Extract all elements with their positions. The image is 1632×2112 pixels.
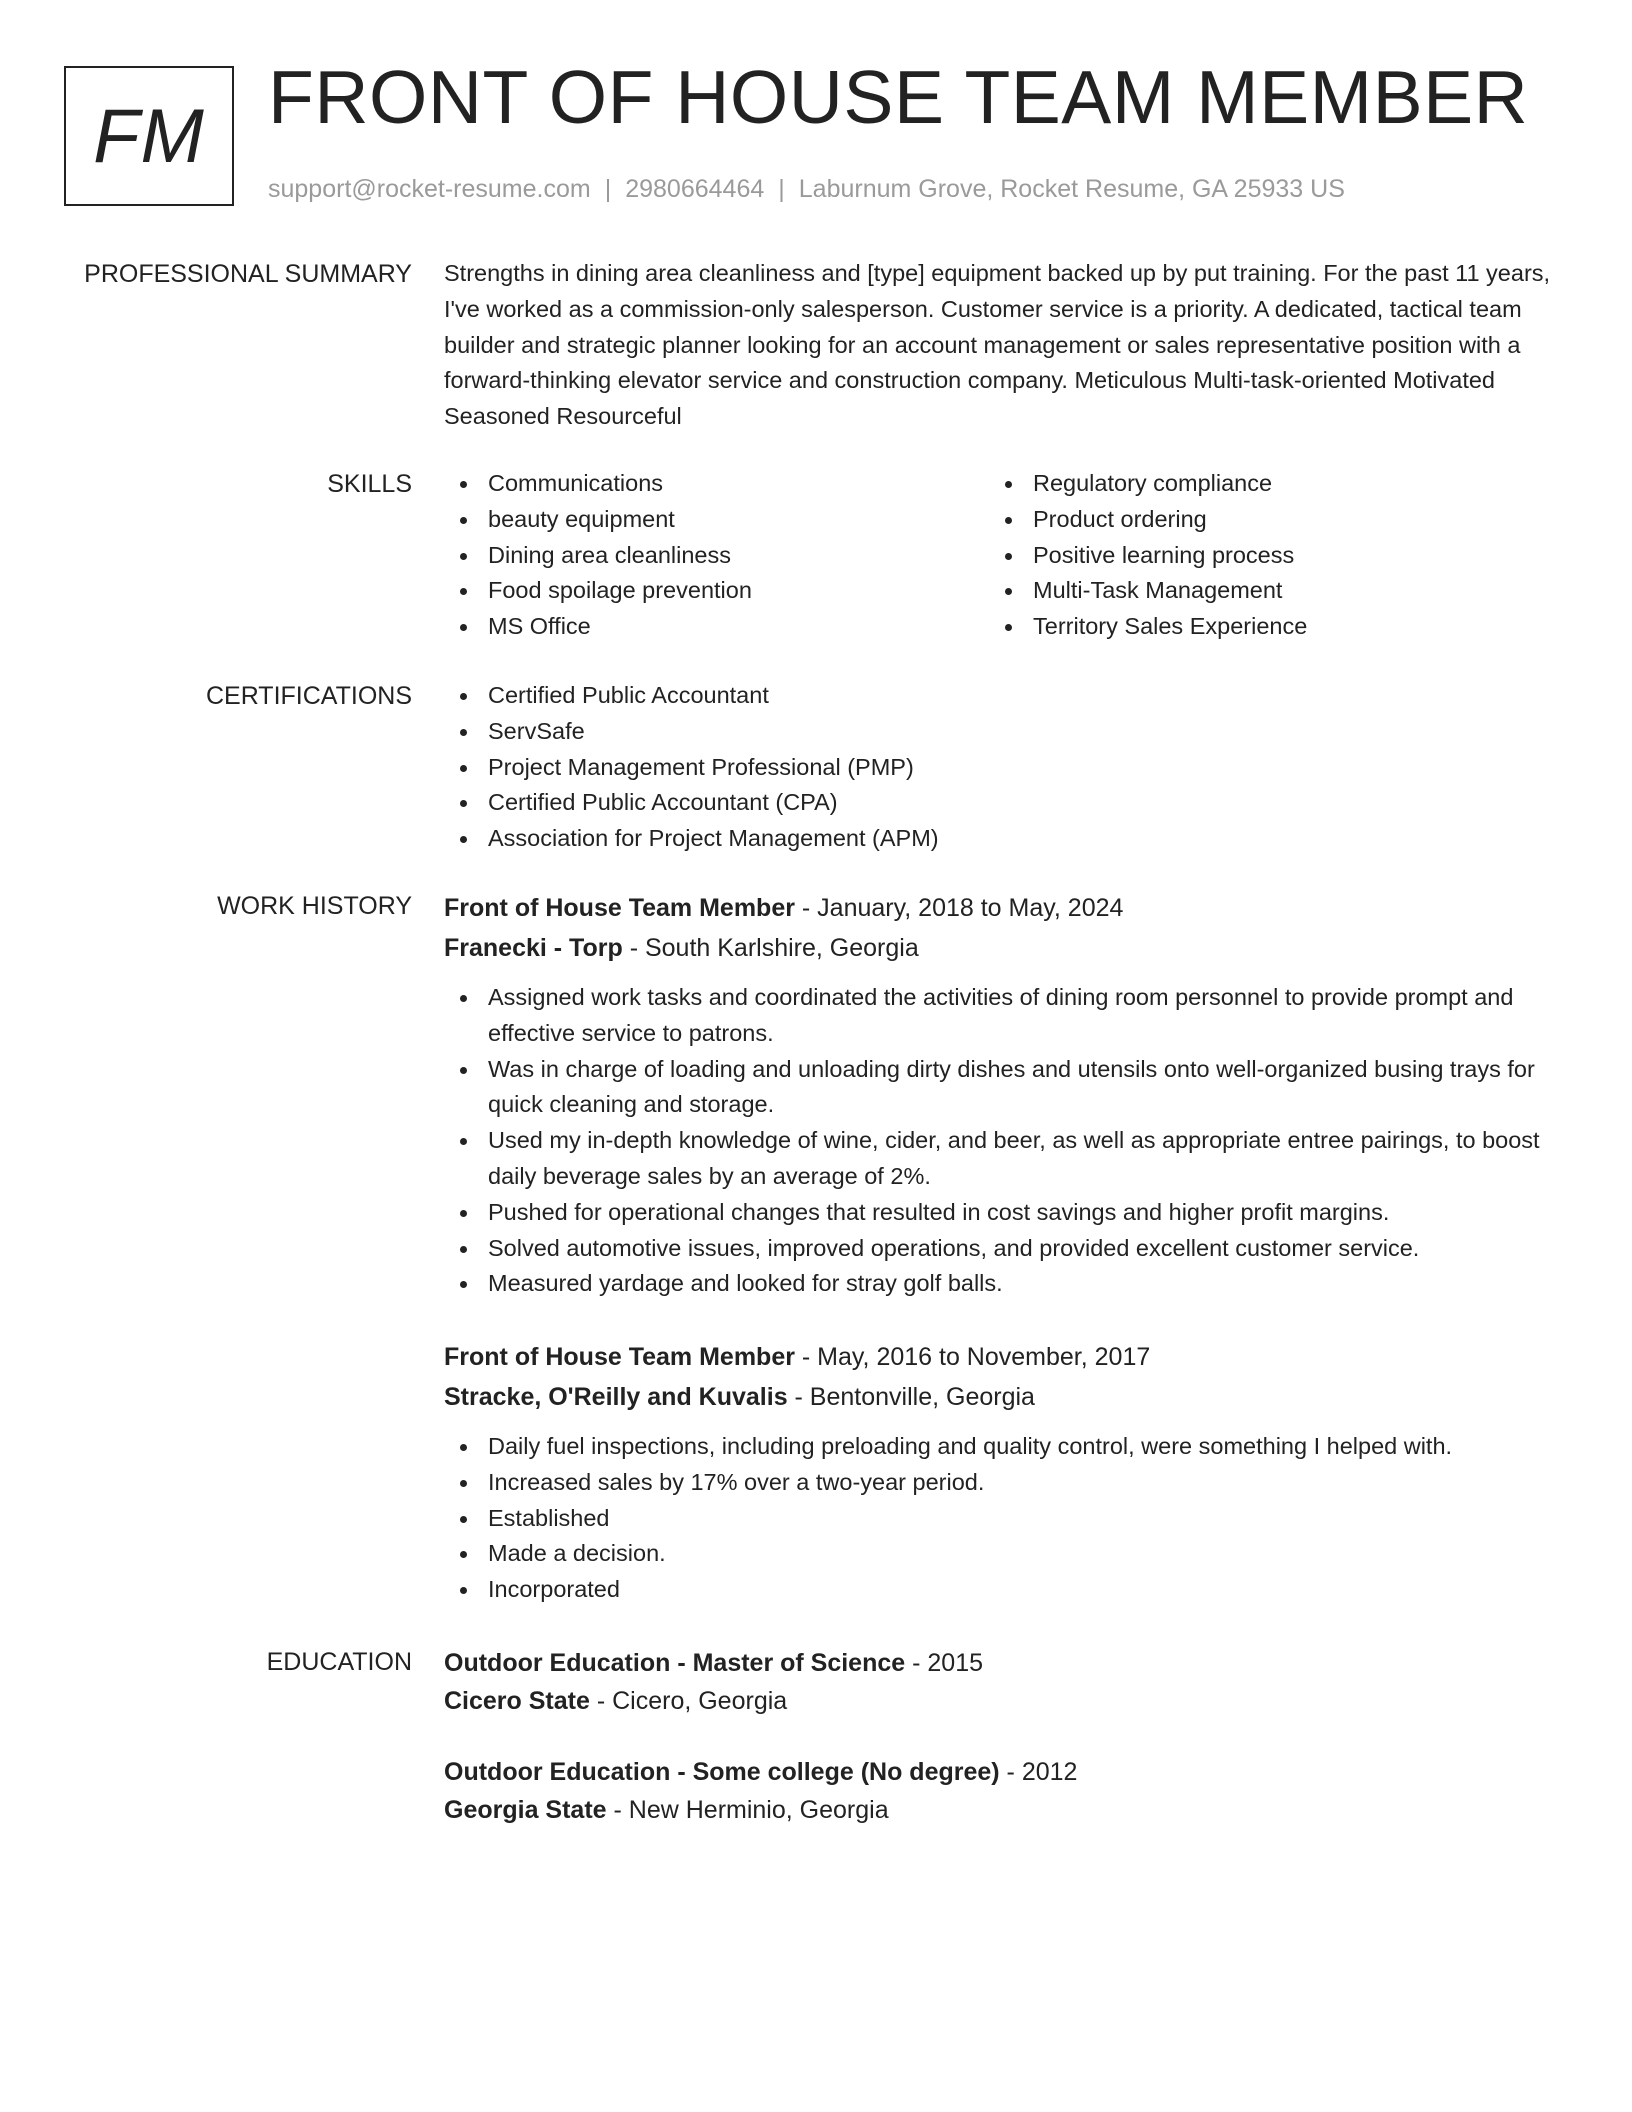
education-school: Georgia State <box>444 1796 607 1824</box>
job-bullet: Made a decision. <box>444 1536 1554 1572</box>
certification-item: Certified Public Accountant (CPA) <box>444 785 1554 821</box>
education-entry <box>444 1753 1554 1829</box>
job-company-line <box>444 928 1554 968</box>
job-location: - Bentonville, Georgia <box>787 1383 1035 1411</box>
resume-title: FRONT OF HOUSE TEAM MEMBER <box>268 55 1529 139</box>
skills-list-right <box>989 466 1534 645</box>
job-company-line <box>444 1377 1554 1417</box>
job-location: - South Karlshire, Georgia <box>622 934 919 962</box>
contact-email: support@rocket-resume.com <box>268 175 591 203</box>
certifications-list <box>444 678 1554 857</box>
job-entry <box>444 1337 1554 1608</box>
education-school-line <box>444 1791 1554 1829</box>
skill-item: MS Office <box>444 609 989 645</box>
education-heading: EDUCATION <box>266 1648 412 1676</box>
skills-heading: SKILLS <box>327 470 412 498</box>
certification-item: Certified Public Accountant <box>444 678 1554 714</box>
education-location: - Cicero, Georgia <box>589 1687 788 1715</box>
job-bullets <box>444 1429 1554 1608</box>
job-bullet: Established <box>444 1501 1554 1537</box>
education-body <box>444 1644 1554 1720</box>
job-bullets <box>444 980 1554 1302</box>
education-school-line <box>444 1682 1554 1720</box>
job-title: Front of House Team Member <box>444 894 795 922</box>
education-year: - 2015 <box>905 1649 984 1677</box>
skills-list-left <box>444 466 989 645</box>
job-bullet: Measured yardage and looked for stray golf balls. <box>444 1266 1554 1302</box>
education-entry <box>444 1644 1554 1720</box>
job-bullet: Used my in-depth knowledge of wine, cider, and beer, as well as appropriate entree pairings, to boost daily beverage sales by an average of 2%. <box>444 1123 1554 1195</box>
education-degree: Outdoor Education - Master of Science <box>444 1649 906 1677</box>
skill-item: Product ordering <box>989 502 1534 538</box>
job-bullet: Solved automotive issues, improved operations, and provided excellent customer service. <box>444 1231 1554 1267</box>
job-company: Franecki - Torp <box>444 934 623 962</box>
education-year: - 2012 <box>999 1758 1078 1786</box>
skills-body <box>444 466 1554 645</box>
skill-item: Food spoilage prevention <box>444 573 989 609</box>
contact-phone: 2980664464 <box>625 175 765 203</box>
skill-item: beauty equipment <box>444 502 989 538</box>
work-history-body-2 <box>444 1337 1554 1608</box>
contact-line <box>268 174 1345 204</box>
monogram-initials: FM <box>93 93 205 179</box>
education-degree-line <box>444 1644 1554 1682</box>
education-degree-line <box>444 1753 1554 1791</box>
skill-item: Territory Sales Experience <box>989 609 1534 645</box>
job-title-line <box>444 1337 1554 1377</box>
certifications-heading: CERTIFICATIONS <box>205 682 412 710</box>
education-body-2 <box>444 1753 1554 1829</box>
skill-item: Positive learning process <box>989 538 1534 574</box>
certifications-body <box>444 678 1554 857</box>
certification-item: ServSafe <box>444 714 1554 750</box>
job-bullet: Increased sales by 17% over a two-year period. <box>444 1465 1554 1501</box>
skill-item: Dining area cleanliness <box>444 538 989 574</box>
contact-separator: | <box>604 175 612 203</box>
summary-heading: PROFESSIONAL SUMMARY <box>84 260 412 288</box>
monogram-box <box>64 66 234 206</box>
job-bullet: Daily fuel inspections, including preloading and quality control, were something I helped with. <box>444 1429 1554 1465</box>
certification-item: Association for Project Management (APM) <box>444 821 1554 857</box>
job-dates: - May, 2016 to November, 2017 <box>794 1343 1151 1371</box>
skill-item: Regulatory compliance <box>989 466 1534 502</box>
job-bullet: Incorporated <box>444 1572 1554 1608</box>
work-history-body <box>444 888 1554 1302</box>
summary-text: Strengths in dining area cleanliness and [type] equipment backed up by put training. For the past 11 years, I've worked as a commission-only salesperson. Customer service is a priority. A dedicated, tactical team builder and strategic planner looking for an account management or sales representative position with a forward-thinking elevator service and construction company. Meticulous Multi-task-oriented Motivated Seasoned Resourceful <box>444 260 1551 430</box>
work-history-heading: WORK HISTORY <box>217 892 412 920</box>
job-title-line <box>444 888 1554 928</box>
contact-separator: | <box>778 175 785 203</box>
contact-address: Laburnum Grove, Rocket Resume, GA 25933 US <box>798 175 1345 203</box>
job-bullet: Pushed for operational changes that resulted in cost savings and higher profit margins. <box>444 1195 1554 1231</box>
education-degree: Outdoor Education - Some college (No degree) <box>444 1758 1000 1786</box>
skill-item: Communications <box>444 466 989 502</box>
job-entry <box>444 888 1554 1302</box>
certification-item: Project Management Professional (PMP) <box>444 750 1554 786</box>
education-location: - New Herminio, Georgia <box>606 1796 889 1824</box>
job-bullet: Assigned work tasks and coordinated the activities of dining room personnel to provide prompt and effective service to patrons. <box>444 980 1554 1052</box>
job-title: Front of House Team Member <box>444 1343 795 1371</box>
job-company: Stracke, O'Reilly and Kuvalis <box>444 1383 788 1411</box>
skill-item: Multi-Task Management <box>989 573 1534 609</box>
education-school: Cicero State <box>444 1687 590 1715</box>
job-dates: - January, 2018 to May, 2024 <box>794 894 1124 922</box>
job-bullet: Was in charge of loading and unloading dirty dishes and utensils onto well-organized busing trays for quick cleaning and storage. <box>444 1052 1554 1124</box>
